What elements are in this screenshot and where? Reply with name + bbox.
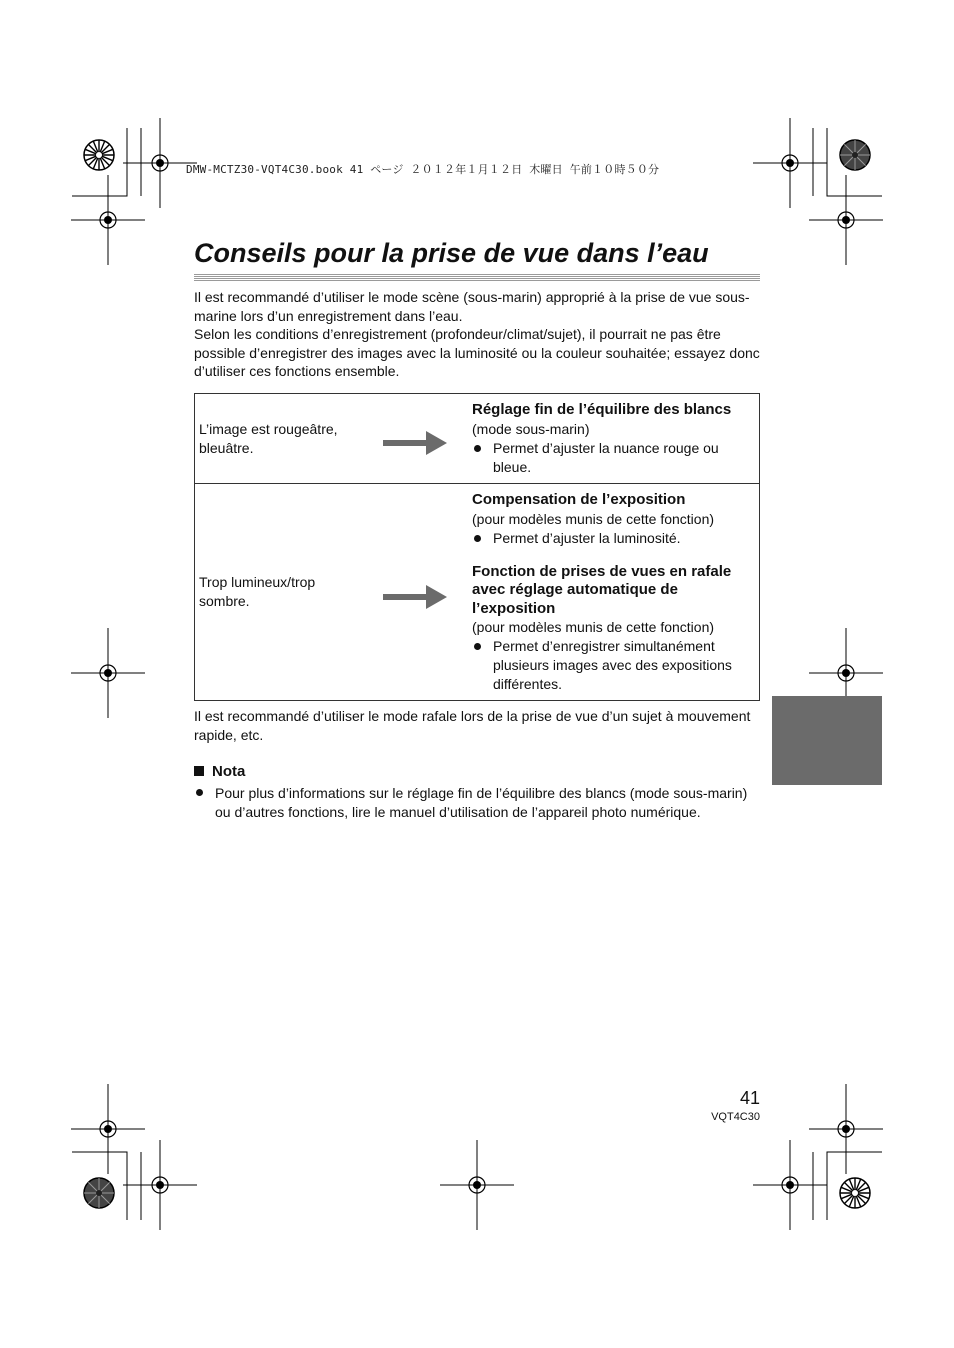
bullet-icon: [474, 535, 481, 542]
bullet-icon: [196, 789, 203, 796]
bullet-text: Permet d’ajuster la nuance rouge ou bleue.: [493, 439, 719, 475]
square-bullet-icon: [194, 766, 204, 776]
bullet-text: Permet d’enregistrer simultanément plusieurs images avec des expositions différentes.: [493, 638, 732, 692]
function-bullet: [472, 439, 754, 477]
condition-cell: L’image est rougeâtre, bleuâtre.: [199, 421, 338, 456]
tips-table: [194, 393, 760, 701]
bullet-text: Permet d’ajuster la luminosité.: [493, 529, 681, 546]
table-row-divider: [195, 483, 759, 484]
document-code: VQT4C30: [711, 1111, 760, 1123]
note-heading: [194, 763, 245, 780]
note-item-text: Pour plus d’informations sur le réglage fin de l’équilibre des blancs (mode sous-marin) ou d’autres fonctions, lire le manuel d’utilisation de l’appareil photo numérique.: [215, 785, 748, 821]
function-subtitle: (mode sous-marin): [472, 420, 590, 437]
right-arrow-icon: [383, 583, 447, 611]
function-title: Fonction de prises de vues en rafale avec réglage automatique de l’exposition: [472, 562, 732, 617]
function-subtitle: (pour modèles munis de cette fonction): [472, 510, 715, 527]
page-title: Conseils pour la prise de vue dans l’eau: [194, 238, 709, 268]
page-number: 41: [739, 1088, 760, 1108]
title-underline: [194, 274, 760, 281]
after-table-paragraph: Il est recommandé d’utiliser le mode rafale lors de la prise de vue d’un sujet à mouvement rapide, etc.: [194, 708, 751, 743]
bullet-icon: [474, 445, 481, 452]
function-subtitle: (pour modèles munis de cette fonction): [472, 619, 715, 635]
function-title: Compensation de l’exposition: [472, 491, 686, 508]
intro-paragraph-1: Il est recommandé d’utiliser le mode scène (sous-marin) approprié à la prise de vue sous-marine lors d’un enregistrement dans l’eau.: [194, 289, 750, 324]
print-info-header: DMW-MCTZ30-VQT4C30.book 41 ページ ２０１２年１月１２日 木曜日 午前１０時５０分: [186, 163, 660, 176]
right-arrow-icon: [383, 429, 447, 457]
function-bullet: [472, 637, 754, 694]
condition-cell: Trop lumineux/trop sombre.: [199, 574, 316, 609]
note-item: [194, 784, 760, 823]
note-heading-text: Nota: [212, 763, 246, 780]
chapter-side-tab: [772, 696, 882, 785]
function-cell: [472, 401, 754, 477]
intro-paragraph-2: Selon les conditions d’enregistrement (profondeur/climat/sujet), il pourrait ne pas être possible d’enregistrer des images avec la luminosité ou la couleur souhaitée; essayez donc d’utiliser ces fonctions ensemble.: [194, 326, 760, 380]
function-bullet: [472, 529, 754, 548]
function-cell: [472, 491, 754, 694]
function-title: Réglage fin de l’équilibre des blancs: [472, 401, 732, 418]
bullet-icon: [474, 643, 481, 650]
